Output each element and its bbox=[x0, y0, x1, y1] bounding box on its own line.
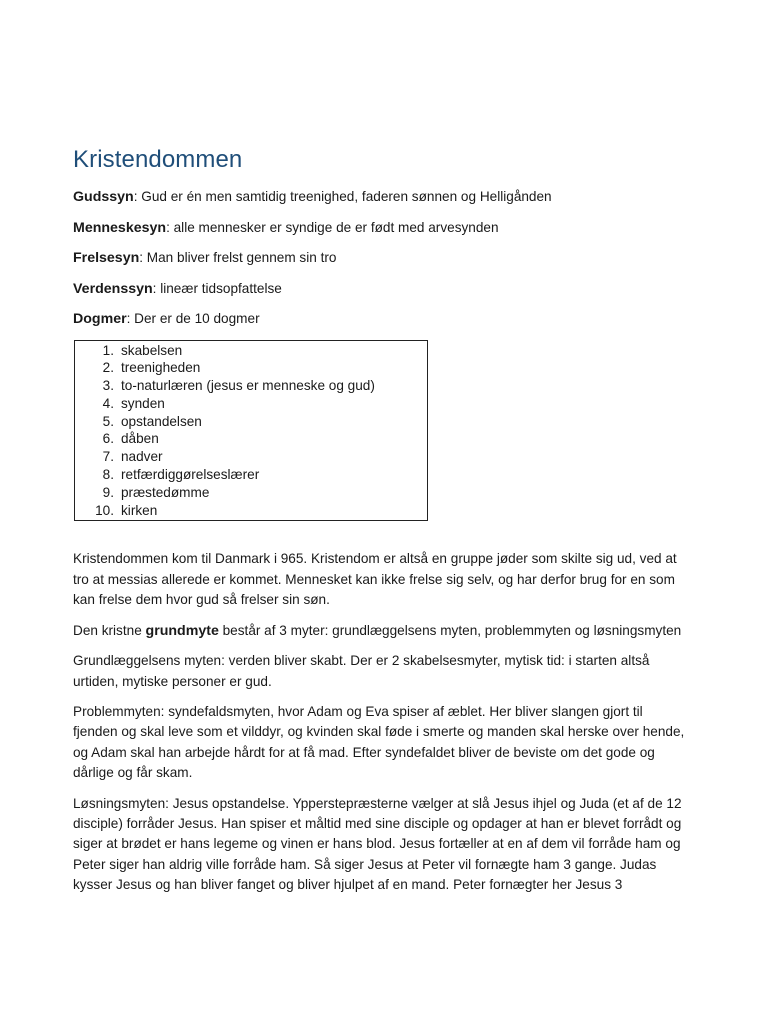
term-text: : Gud er én men samtidig treenighed, faderen sønnen og Helligånden bbox=[133, 189, 552, 204]
list-text: to-naturlæren (jesus er menneske og gud) bbox=[121, 378, 375, 394]
term-text: : Man bliver frelst gennem sin tro bbox=[139, 250, 337, 265]
list-number: 10. bbox=[95, 502, 114, 518]
list-item bbox=[75, 466, 427, 484]
list-number: 4. bbox=[102, 395, 114, 411]
list-item bbox=[75, 484, 427, 502]
list-item bbox=[75, 395, 427, 413]
term-gudssyn bbox=[73, 187, 691, 207]
dogma-list-box bbox=[74, 340, 428, 522]
paragraph-grundlaeggelse: Grundlæggelsens myten: verden bliver skabt. Der er 2 skabelsesmyter, mytisk tid: i starten altså urtiden, mytiske personer er gud. bbox=[73, 653, 650, 689]
list-text: præstedømme bbox=[121, 484, 210, 500]
list-number: 2. bbox=[102, 360, 114, 376]
term-verdenssyn bbox=[73, 279, 691, 299]
list-text: treenigheden bbox=[121, 360, 201, 376]
list-text: retfærdiggørelseslærer bbox=[121, 467, 260, 483]
list-item bbox=[75, 377, 427, 395]
dogma-list bbox=[75, 342, 427, 520]
term-label: Verdenssyn bbox=[73, 280, 153, 297]
list-number: 9. bbox=[102, 484, 114, 500]
list-number: 7. bbox=[102, 449, 114, 465]
paragraph-loesningsmyten: Løsningsmyten: Jesus opstandelse. Ypperstepræsterne vælger at slå Jesus ihjel og Juda (et af de 12 disciple) forråder Jesus. Han spiser et måltid med sine disciple og opdager at han er blevet forrådt og siger at brødet er hans legeme og vinen er hans blod. Jesus fortæller at en af dem vil forråde ham og Peter siger han aldrig ville forråde ham. Så siger Jesus at Peter vil fornægte ham 3 gange. Judas kysser Jesus og han bliver fanget og bliver hjulpet af en mand. Peter fornægter her Jesus 3 bbox=[73, 795, 682, 893]
paragraph-grundmyte bbox=[73, 621, 691, 641]
term-menneskesyn bbox=[73, 218, 691, 238]
list-item bbox=[75, 430, 427, 448]
list-item bbox=[75, 413, 427, 431]
paragraph-problemmyten: Problemmyten: syndefaldsmyten, hvor Adam og Eva spiser af æblet. Her bliver slangen gjort til fjenden og skal leve som et vilddyr, og kvinden skal føde i smerte og manden skal herske over hende, og Adam skal han arbejde hårdt for at få mad. Efter syndefaldet bliver de beviste om det gode og dårlige og får skam. bbox=[73, 703, 685, 781]
bold-term: grundmyte bbox=[145, 622, 219, 639]
term-label: Frelsesyn bbox=[73, 250, 140, 266]
term-label: Gudssyn bbox=[73, 189, 134, 205]
list-text: nadver bbox=[121, 449, 163, 465]
term-text: : lineær tidsopfattelse bbox=[152, 280, 282, 296]
document-page bbox=[73, 143, 691, 906]
term-text: : alle mennesker er syndige de er født med arvesynden bbox=[166, 219, 499, 235]
term-frelsesyn bbox=[73, 248, 691, 268]
list-text: synden bbox=[121, 395, 165, 411]
text-span: består af 3 myter: grundlæggelsens myten, problemmyten og løsningsmyten bbox=[218, 622, 682, 638]
list-item bbox=[75, 448, 427, 466]
document-title: Kristendommen bbox=[73, 146, 243, 173]
list-text: dåben bbox=[121, 431, 159, 447]
list-text: kirken bbox=[121, 502, 158, 518]
text-span: Den kristne bbox=[73, 622, 146, 638]
term-dogmer bbox=[73, 309, 691, 329]
list-text: skabelsen bbox=[121, 342, 183, 358]
term-label: Menneskesyn bbox=[73, 219, 167, 236]
list-text: opstandelsen bbox=[121, 413, 202, 429]
term-label: Dogmer bbox=[73, 311, 127, 327]
list-number: 8. bbox=[102, 467, 114, 483]
list-number: 1. bbox=[102, 342, 114, 358]
list-item bbox=[75, 342, 427, 360]
list-item bbox=[75, 502, 427, 520]
term-text: : Der er de 10 dogmer bbox=[126, 311, 260, 326]
list-number: 3. bbox=[102, 378, 114, 394]
list-item bbox=[75, 359, 427, 377]
paragraph-intro: Kristendommen kom til Danmark i 965. Kristendom er altså en gruppe jøder som skilte sig ud, ved at tro at messias allerede er kommet. Mennesket kan ikke frelse sig selv, og har derfor brug for en som kan frelse dem hvor gud så frelser sin søn. bbox=[73, 551, 677, 608]
list-number: 5. bbox=[102, 413, 114, 429]
list-number: 6. bbox=[102, 431, 114, 447]
